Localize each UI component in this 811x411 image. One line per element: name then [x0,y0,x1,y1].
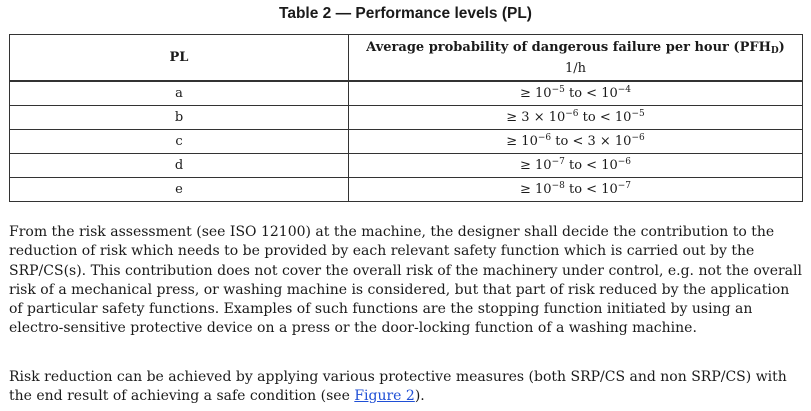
range-upper-exponent: −5 [631,108,645,119]
cell-pfh [349,106,803,130]
header-pfh-label: Average probability of dangerous failure per hour (PFH [366,39,771,55]
range-lower-prefix: ≥ [519,157,536,173]
cell-pl: a [10,81,349,106]
cell-pfh [349,130,803,154]
cell-pl: c [10,130,349,154]
range-lower-base: 10 [521,133,538,149]
cell-pfh [349,178,803,202]
cell-pl: b [10,106,349,130]
paragraph-text-after-link: ). [414,388,425,405]
range-middle: to < 3 × [551,133,615,149]
range-middle: to < [564,157,602,173]
range-lower-exponent: −5 [551,84,565,95]
header-unit: 1/h [564,60,587,76]
range-upper-base: 10 [601,181,618,197]
range-lower-base: 10 [535,157,552,173]
range-lower-base: 10 [535,85,552,101]
range-upper-exponent: −4 [617,84,632,95]
paragraph-risk-assessment: From the risk assessment (see ISO 12100) at the machine, the designer shall decide the contribution to the reduction of risk which needs to be provided by each relevant safety function which is carried out by the SRP/CS(s). This contribution does not cover the overall risk of the machinery under control, e.g. not the overall risk of a mechanical press, or washing machine is considered, but that part of risk reduced by the application of particular safety functions. Examples of such functions are the stopping function initiated by using an electro-sensitive protective device on a press or the door-locking function of a washing machine. [9,224,802,337]
range-lower-prefix: ≥ [519,181,536,197]
range-upper-exponent: −6 [617,156,632,167]
range-middle: to < [578,109,615,125]
range-upper-base: 10 [614,109,632,125]
cell-pfh [349,81,803,106]
range-middle: to < [564,181,602,197]
range-upper-base: 10 [601,157,618,173]
performance-levels-table [9,34,803,202]
range-middle: to < [564,85,602,101]
header-pl: PL [10,35,349,82]
cell-pl: d [10,154,349,178]
range-lower-exponent: −6 [537,132,552,143]
range-lower-prefix: ≥ [506,133,522,149]
range-upper-base: 10 [614,133,632,149]
range-upper-exponent: −6 [631,132,645,143]
range-lower-exponent: −8 [551,180,565,191]
table-title: Table 2 — Performance levels (PL) [279,5,532,22]
range-lower-base: 10 [535,181,552,197]
range-lower-prefix: ≥ [519,85,536,101]
range-upper-base: 10 [601,85,618,101]
cell-pl: e [10,178,349,202]
header-pfh-close: ) [778,39,785,55]
range-upper-exponent: −7 [617,180,632,191]
figure-2-link[interactable]: Figure 2 [354,388,415,405]
paragraph-text-before-link: Risk reduction can be achieved by applying various protective measures (both SRP/CS and non SRP/CS) with the end result of achieving a safe condition (see [9,369,787,405]
table-header-row [10,35,803,82]
range-lower-base: 10 [548,109,566,125]
range-lower-exponent: −7 [551,156,565,167]
table-row [10,154,803,178]
table-row [10,130,803,154]
range-lower-prefix: ≥ 3 × [506,109,549,125]
header-pfh [349,35,803,82]
table-row [10,81,803,106]
cell-pfh [349,154,803,178]
header-pfh-subscript: D [770,45,779,56]
range-lower-exponent: −6 [565,108,579,119]
table-row [10,106,803,130]
table-row [10,178,803,202]
paragraph-risk-reduction [9,368,805,407]
